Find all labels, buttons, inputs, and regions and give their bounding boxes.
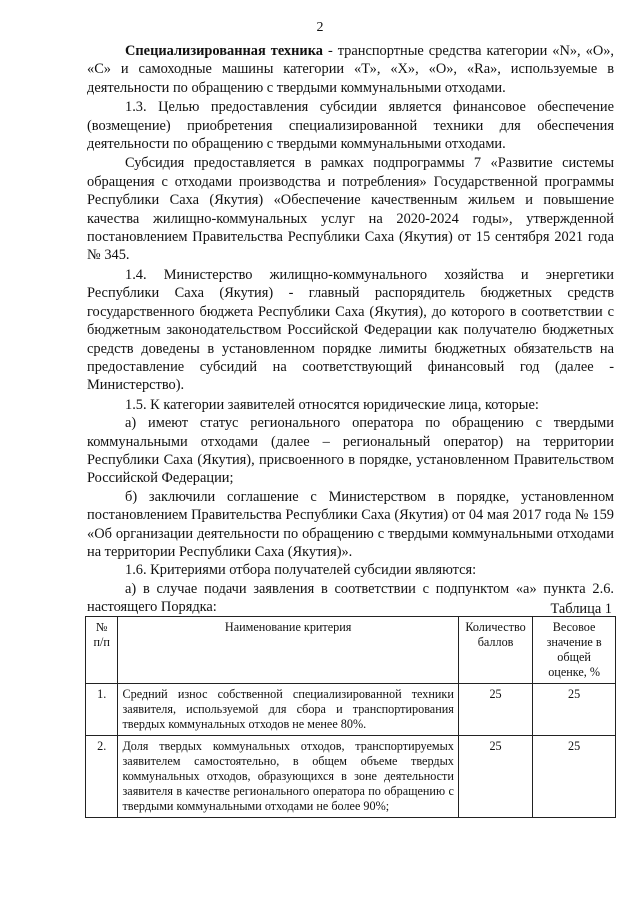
paragraph-subsidy-program: Субсидия предоставляется в рамках подпрограммы 7 «Развитие системы обращения с отходами производства и потребления» Государственной программы Республики Саха (Якутия) «Обеспечение качественным жильем и повышение качества жилищно-коммунальных услуг на 2020-2024 годы», утвержденной постановлением Правительства Республики Саха (Якутия) от 15 сентября 2021 года № 345.	[87, 155, 614, 264]
paragraph-1-4: 1.4. Министерство жилищно-коммунального хозяйства и энергетики Республики Саха (Якутия) - главный распорядитель бюджетных средств государственного бюджета Республики Саха (Якутия), до которого в соответствии с бюджетным законодательством Российской Федерации как получателю бюджетных средств доведены в установленном порядке лимиты бюджетных обязательств на предоставление субсидий на соответствующий финансовый год (далее - Министерство).	[87, 266, 614, 394]
weight-value: 25	[533, 736, 616, 818]
header-points: Количество баллов	[458, 617, 532, 684]
paragraph-1-3: 1.3. Целью предоставления субсидии является финансовое обеспечение (возмещение) приобретения специализированной техники для обеспечения деятельности по обращению с твердыми коммунальными отходами.	[87, 99, 614, 153]
criterion-text: Доля твердых коммунальных отходов, транспортируемых заявителем самостоятельно, в общем объеме твердых коммунальных отходов, образующихся в зоне деятельности заявителя в качестве регионального оператора по обращению с твердыми коммунальными отходами не более 90%;	[118, 736, 458, 818]
page-number: 2	[316, 20, 324, 35]
points-value: 25	[458, 736, 532, 818]
header-number: № п/п	[86, 617, 118, 684]
table-row	[86, 736, 616, 818]
paragraph-1-5-b: б) заключили соглашение с Министерством в порядке, установленном постановлением Правительства Республики Саха (Якутия) от 04 мая 2017 года № 159 «Об организации деятельности по обращению с твердыми коммунальными отходами на территории Республики Саха (Якутия)».	[87, 488, 614, 560]
paragraph-definition	[87, 42, 614, 97]
table-header-row	[86, 617, 616, 684]
paragraph-1-6-a: а) в случае подачи заявления в соответствии с подпунктом «а» пункта 2.6. настоящего Порядка:	[87, 580, 614, 616]
paragraph-1-5: 1.5. К категории заявителей относятся юридические лица, которые:	[125, 396, 539, 413]
row-number: 2.	[86, 736, 118, 818]
paragraph-1-6: 1.6. Критериями отбора получателей субсидии являются:	[125, 562, 477, 579]
defined-term: Специализированная техника	[125, 43, 323, 59]
points-value: 25	[458, 684, 532, 736]
criterion-text: Средний износ собственной специализированной техники заявителя, используемой для сбора и транспортирования твердых коммунальных отходов не менее 80%.	[118, 684, 458, 736]
table-row	[86, 684, 616, 736]
row-number: 1.	[86, 684, 118, 736]
definition-text: - транспортные средства категории «N», «О», «С» и самоходные машины категории «Т», «Х», «О», «Ra», используемые в деятельности по обращению с твердыми коммунальными отходами.	[87, 43, 615, 96]
header-criterion: Наименование критерия	[118, 617, 458, 684]
paragraph-1-5-a: а) имеют статус регионального оператора по обращению с твердыми коммунальными отходами (далее – региональный оператор) на территории Республики Саха (Якутия), присвоенного в порядке, установленном Правительством Российской Федерации;	[87, 415, 614, 487]
document-body	[87, 42, 614, 617]
header-weight: Весовое значение в общей оценке, %	[533, 617, 616, 684]
weight-value: 25	[533, 684, 616, 736]
table-caption: Таблица 1	[550, 601, 612, 617]
criteria-table	[85, 616, 616, 818]
